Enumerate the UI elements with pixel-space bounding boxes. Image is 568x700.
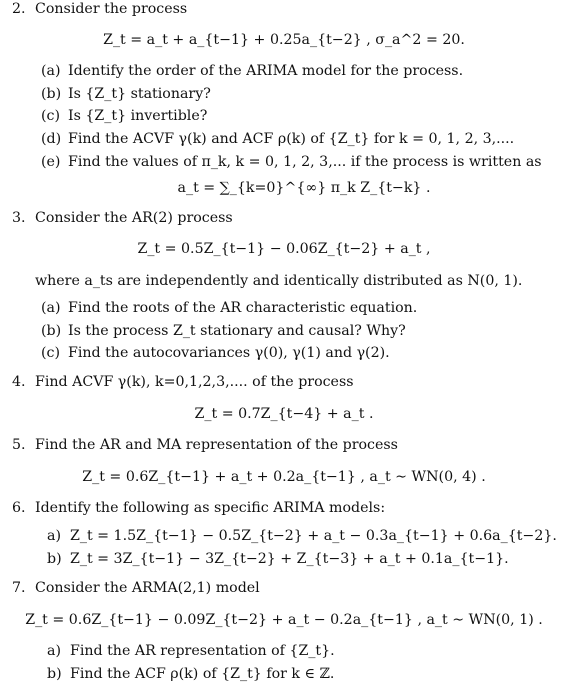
problem-intro: Identify the following as specific ARIMA models: — [35, 500, 386, 516]
problem-intro: Consider the ARMA(2,1) model — [35, 580, 260, 596]
part-text: Identify the order of the ARIMA model for the process. — [68, 63, 464, 79]
part-text: Find the ACF ρ(k) of {Z_t} for k ∈ ℤ. — [70, 666, 335, 682]
problem-number: 7. — [12, 580, 26, 596]
problem-intro: Consider the process — [35, 1, 188, 17]
part-label: (a) — [41, 63, 61, 79]
part-label: a) — [47, 528, 61, 544]
part-text: Find the AR representation of {Z_t}. — [70, 643, 335, 659]
problem-number: 3. — [12, 210, 26, 226]
problem-number: 5. — [12, 437, 26, 453]
part-label: (c) — [41, 108, 61, 124]
part-text: Find the values of π_k, k = 0, 1, 2, 3,... if the process is written as — [68, 154, 542, 170]
part-label: (e) — [41, 154, 61, 170]
part-label: (d) — [41, 131, 62, 147]
equation: Z_t = 0.5Z_{t−1} − 0.06Z_{t−2} + a_t , — [137, 241, 431, 257]
equation: Z_t = 0.7Z_{t−4} + a_t . — [194, 406, 374, 422]
part-label: b) — [47, 551, 62, 567]
part-label: (a) — [41, 300, 61, 316]
part-label: a) — [47, 643, 61, 659]
problem-number: 6. — [12, 500, 26, 516]
equation: Z_t = 0.6Z_{t−1} + a_t + 0.2a_{t−1} , a_t ∼ WN(0, 4) . — [82, 469, 486, 485]
part-label: b) — [47, 666, 62, 682]
part-label: (b) — [41, 323, 62, 339]
part-text: Z_t = 3Z_{t−1} − 3Z_{t−2} + Z_{t−3} + a_t + 0.1a_{t−1}. — [70, 551, 509, 567]
problem-number: 2. — [12, 1, 26, 17]
problem-note: where a_ts are independently and identically distributed as N(0, 1). — [35, 273, 523, 289]
equation: a_t = ∑_{k=0}^{∞} π_k Z_{t−k} . — [177, 180, 431, 196]
problem-number: 4. — [12, 374, 26, 390]
part-text: Is {Z_t} invertible? — [68, 108, 208, 124]
problem-intro: Consider the AR(2) process — [35, 210, 233, 226]
part-label: (b) — [41, 86, 62, 102]
equation: Z_t = 0.6Z_{t−1} − 0.09Z_{t−2} + a_t − 0.2a_{t−1} , a_t ∼ WN(0, 1) . — [25, 612, 543, 628]
part-text: Z_t = 1.5Z_{t−1} − 0.5Z_{t−2} + a_t − 0.3a_{t−1} + 0.6a_{t−2}. — [70, 528, 557, 544]
part-text: Is {Z_t} stationary? — [68, 86, 211, 102]
problem-intro: Find ACVF γ(k), k=0,1,2,3,.... of the process — [35, 374, 354, 390]
problem-intro: Find the AR and MA representation of the process — [35, 437, 398, 453]
part-text: Is the process Z_t stationary and causal? Why? — [68, 323, 406, 339]
part-text: Find the ACVF γ(k) and ACF ρ(k) of {Z_t} for k = 0, 1, 2, 3,.... — [68, 131, 515, 147]
part-text: Find the roots of the AR characteristic equation. — [68, 300, 418, 316]
part-label: (c) — [41, 345, 61, 361]
part-text: Find the autocovariances γ(0), γ(1) and γ(2). — [68, 345, 390, 361]
equation: Z_t = a_t + a_{t−1} + 0.25a_{t−2} , σ_a^2 = 20. — [103, 32, 465, 48]
